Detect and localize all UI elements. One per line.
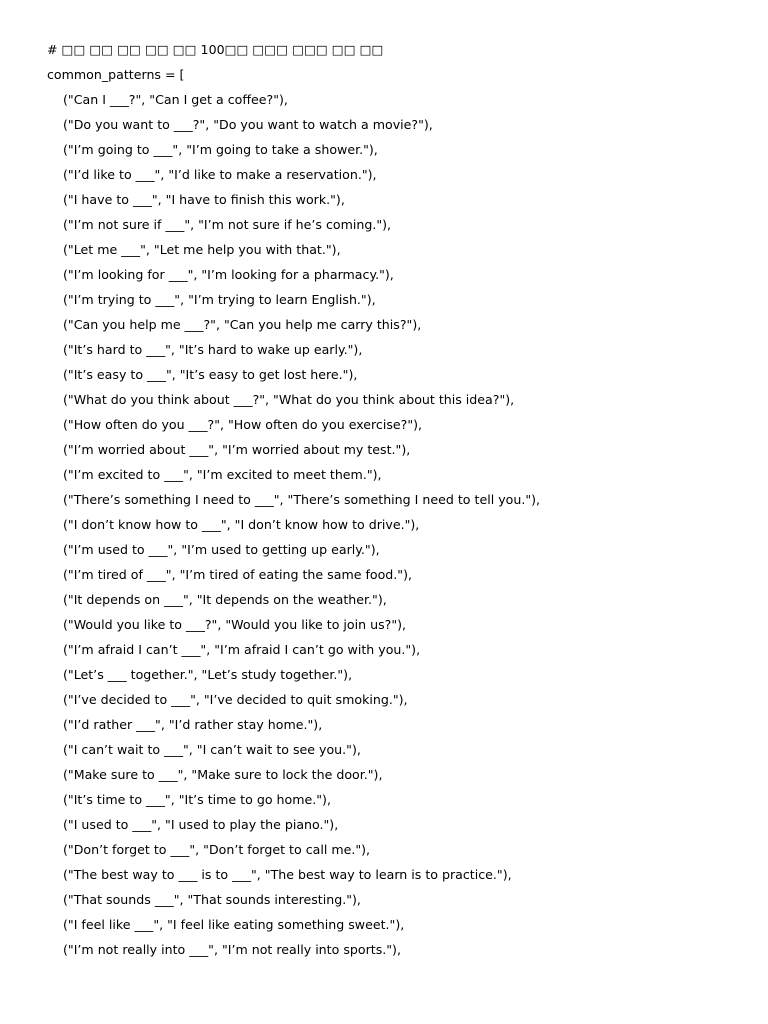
- pattern-entry: ("I used to ___", "I used to play the piano."),: [63, 817, 339, 832]
- pattern-entry: ("Can I ___?", "Can I get a coffee?"),: [63, 92, 288, 107]
- pattern-entry: ("There’s something I need to ___", "There’s something I need to tell you."),: [63, 492, 541, 507]
- pattern-entry: ("Make sure to ___", "Make sure to lock the door."),: [63, 767, 383, 782]
- pattern-entry: ("Do you want to ___?", "Do you want to watch a movie?"),: [63, 117, 433, 132]
- pattern-entry: ("Can you help me ___?", "Can you help me carry this?"),: [63, 317, 422, 332]
- pattern-entry: ("What do you think about ___?", "What do you think about this idea?"),: [63, 392, 515, 407]
- pattern-entry: ("I’ve decided to ___", "I’ve decided to quit smoking."),: [63, 692, 408, 707]
- pattern-entry: ("Let’s ___ together.", "Let’s study together."),: [63, 667, 353, 682]
- comment-line: # □□ □□ □□ □□ □□ 100□□ □□□ □□□ □□ □□: [47, 42, 384, 57]
- pattern-entry: ("I’m afraid I can’t ___", "I’m afraid I can’t go with you."),: [63, 642, 421, 657]
- declaration-line: common_patterns = [: [47, 67, 185, 82]
- pattern-entry: ("I’m looking for ___", "I’m looking for a pharmacy."),: [63, 267, 394, 282]
- pattern-entry: ("That sounds ___", "That sounds interesting."),: [63, 892, 361, 907]
- pattern-entry: ("I’m excited to ___", "I’m excited to meet them."),: [63, 467, 382, 482]
- pattern-entry: ("I’m worried about ___", "I’m worried about my test."),: [63, 442, 411, 457]
- pattern-entry: ("It’s time to ___", "It’s time to go home."),: [63, 792, 331, 807]
- pattern-entry: ("It’s easy to ___", "It’s easy to get lost here."),: [63, 367, 358, 382]
- pattern-entry: ("Would you like to ___?", "Would you like to join us?"),: [63, 617, 407, 632]
- pattern-entry: ("It depends on ___", "It depends on the weather."),: [63, 592, 387, 607]
- pattern-entry: ("I’m tired of ___", "I’m tired of eating the same food."),: [63, 567, 413, 582]
- pattern-entry: ("How often do you ___?", "How often do you exercise?"),: [63, 417, 423, 432]
- pattern-entry: ("Let me ___", "Let me help you with that."),: [63, 242, 341, 257]
- pattern-entry: ("I’m going to ___", "I’m going to take a shower."),: [63, 142, 378, 157]
- pattern-entry: ("I’m not really into ___", "I’m not really into sports."),: [63, 942, 401, 957]
- pattern-entry: ("I can’t wait to ___", "I can’t wait to see you."),: [63, 742, 361, 757]
- pattern-entry: ("I have to ___", "I have to finish this work."),: [63, 192, 345, 207]
- pattern-entry: ("I’m not sure if ___", "I’m not sure if he’s coming."),: [63, 217, 392, 232]
- pattern-entry: ("I don’t know how to ___", "I don’t know how to drive."),: [63, 517, 420, 532]
- pattern-entry: ("I feel like ___", "I feel like eating something sweet."),: [63, 917, 405, 932]
- pattern-entry: ("Don’t forget to ___", "Don’t forget to call me."),: [63, 842, 371, 857]
- pattern-entry: ("The best way to ___ is to ___", "The best way to learn is to practice."),: [63, 867, 512, 882]
- pattern-entry: ("I’d rather ___", "I’d rather stay home."),: [63, 717, 323, 732]
- pattern-entry: ("I’d like to ___", "I’d like to make a reservation."),: [63, 167, 377, 182]
- pattern-entry: ("It’s hard to ___", "It’s hard to wake up early."),: [63, 342, 363, 357]
- pattern-entry: ("I’m used to ___", "I’m used to getting up early."),: [63, 542, 380, 557]
- pattern-entry: ("I’m trying to ___", "I’m trying to learn English."),: [63, 292, 376, 307]
